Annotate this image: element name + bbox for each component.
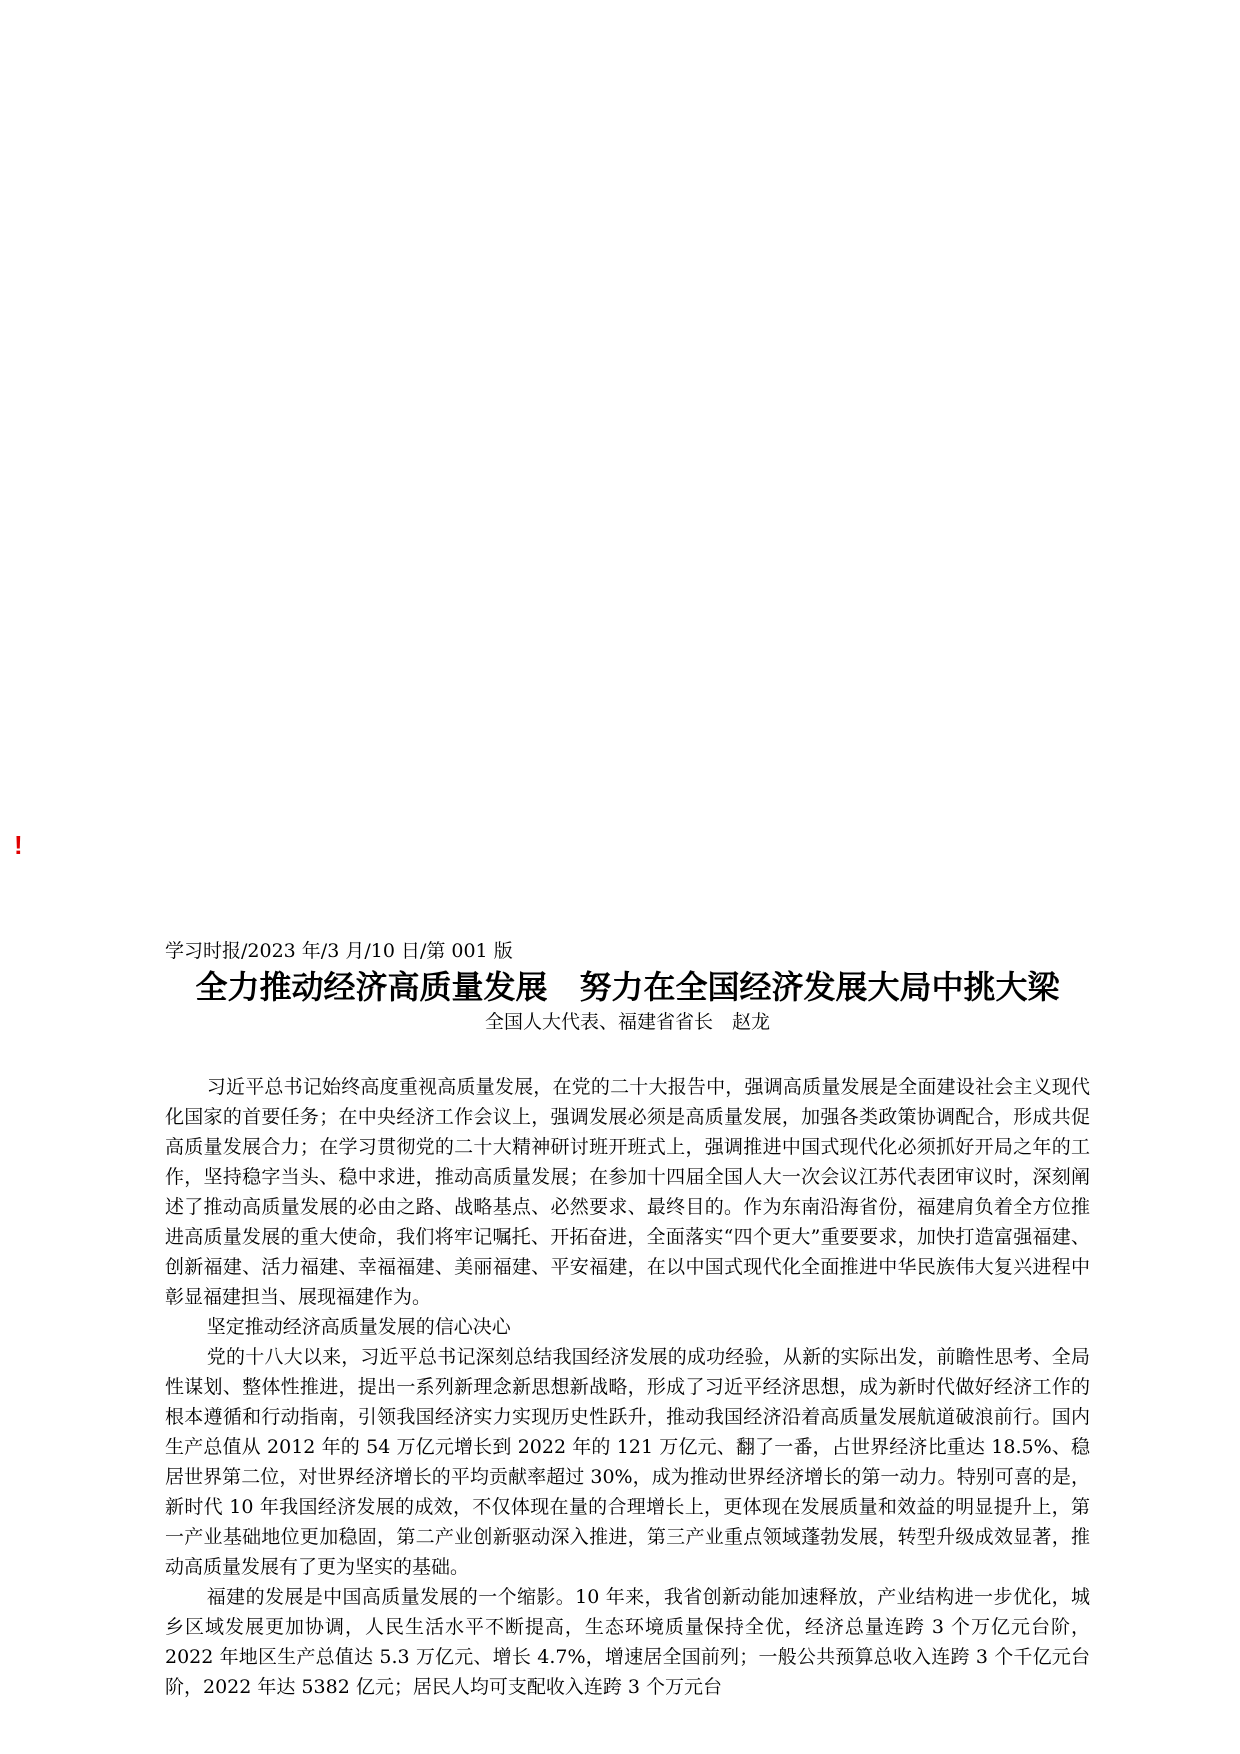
paragraph-fujian-development: 福建的发展是中国高质量发展的一个缩影。10 年来，我省创新动能加速释放，产业结构进一步优化，城乡区域发展更加协调，人民生活水平不断提高，生态环境质量保持全优，经济总量连跨 3 个万亿元台阶，2022 年地区生产总值达 5.3 万亿元、增长 4.7%，增速居全国前列；一般公共预算总收入连跨 3 个千亿元台阶，2022 年达 5382 亿元；居民人均可支配收入连跨 3 个万元台 — [165, 1586, 1090, 1698]
paragraph-national-economy: 党的十八大以来，习近平总书记深刻总结我国经济发展的成功经验，从新的实际出发，前瞻性思考、全局性谋划、整体性推进，提出一系列新理念新思想新战略，形成了习近平经济思想，成为新时代做好经济工作的根本遵循和行动指南，引领我国经济实力实现历史性跃升，推动我国经济沿着高质量发展航道破浪前行。国内生产总值从 2012 年的 54 万亿元增长到 2022 年的 121 万亿元、翻了一番，占世界经济比重达 18.5%、稳居世界第二位，对世界经济增长的平均贡献率超过 30%，成为推动世界经济增长的第一动力。特别可喜的是，新时代 10 年我国经济发展的成效，不仅体现在量的合理增长上，更体现在发展质量和效益的明显提升上，第一产业基础地位更加稳固，第二产业创新驱动深入推进，第三产业重点领域蓬勃发展，转型升级成效显著，推动高质量发展有了更为坚实的基础。 — [165, 1346, 1090, 1578]
red-exclamation-mark: ! — [14, 830, 23, 860]
section-heading: 坚定推动经济高质量发展的信心决心 — [206, 1316, 511, 1338]
article — [165, 938, 1090, 1702]
article-body — [165, 1072, 1090, 1702]
byline: 全国人大代表、福建省省长 赵龙 — [484, 1011, 770, 1033]
paragraph-intro: 习近平总书记始终高度重视高质量发展，在党的二十大报告中，强调高质量发展是全面建设社会主义现代化国家的首要任务；在中央经济工作会议上，强调发展必须是高质量发展，加强各类政策协调配合，形成共促高质量发展合力；在学习贯彻党的二十大精神研讨班开班式上，强调推进中国式现代化必须抓好开局之年的工作，坚持稳字当头、稳中求进，推动高质量发展；在参加十四届全国人大一次会议江苏代表团审议时，深刻阐述了推动高质量发展的必由之路、战略基点、必然要求、最终目的。作为东南沿海省份，福建肩负着全方位推进高质量发展的重大使命，我们将牢记嘱托、开拓奋进，全面落实“四个更大”重要要求，加快打造富强福建、创新福建、活力福建、幸福福建、美丽福建、平安福建，在以中国式现代化全面推进中华民族伟大复兴进程中彰显福建担当、展现福建作为。 — [165, 1076, 1090, 1308]
dateline: 学习时报/2023 年/3 月/10 日/第 001 版 — [165, 940, 513, 962]
headline: 全力推动经济高质量发展 努力在全国经济发展大局中挑大梁 — [195, 968, 1060, 1006]
